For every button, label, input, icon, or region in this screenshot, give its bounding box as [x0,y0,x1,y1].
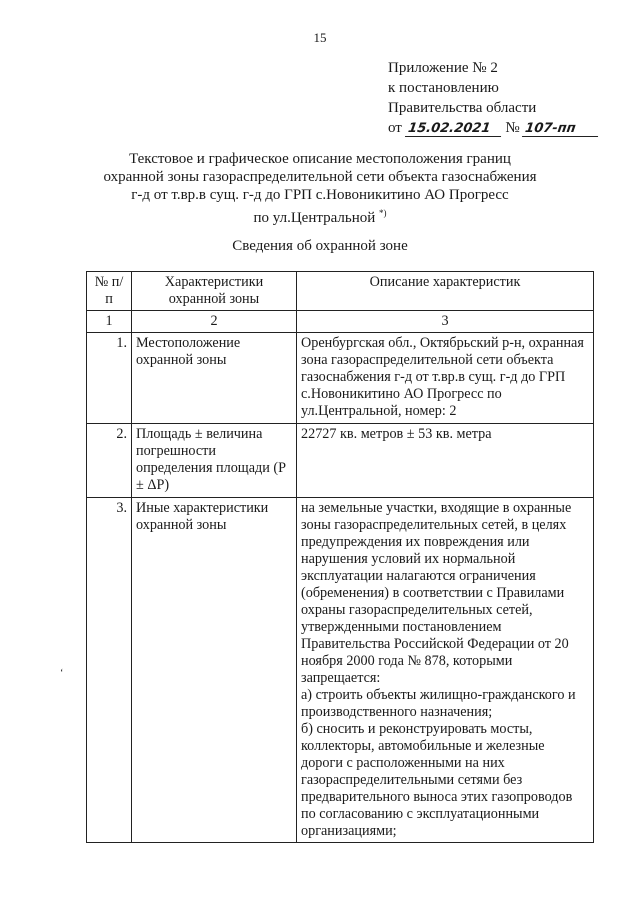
row-3-desc-para-2: а) строить объекты жилищно-гражданского и производственного назначения; [301,687,576,720]
title-line-3: г-д от т.вр.в сущ. г-д до ГРП с.Новоникитино АО Прогресс [131,187,509,203]
footnote-mark: *) [379,208,387,218]
row-2-desc: 22727 кв. метров ± 53 кв. метра [297,424,594,498]
zone-info-table [86,271,594,843]
index-cell-1: 1 [87,311,132,333]
table-row [87,333,594,424]
header-desc: Описание характеристик [297,272,594,311]
row-3-name: Иные характеристики охранной зоны [132,498,297,843]
index-cell-3: 3 [297,311,594,333]
table-row [87,424,594,498]
appendix-line-2: к постановлению [388,80,499,96]
row-3-desc-para-1: на земельные участки, входящие в охранные зоны газораспределительных сетей, в целях предупреждения их повреждения или нарушения условий их нормальной эксплуатации налагаются ограничения (обременения) в соответствии с Правилами охраны газораспределительных сетей, утвержденными постановлением Правительства Российской Федерации от 20 ноября 2000 года № 878, которыми запрещается: [301,500,572,686]
table-row [87,498,594,843]
section-subtitle: Сведения об охранной зоне [232,238,408,254]
row-3-desc [297,498,594,843]
row-1-num: 1. [87,333,132,424]
index-cell-2: 2 [132,311,297,333]
appendix-line-3: Правительства области [388,100,537,116]
page-number: 15 [313,30,327,45]
row-2-name: Площадь ± величина погрешности определения площади (P ± ΔP) [132,424,297,498]
appendix-line-4 [388,118,599,138]
title-line-4-text: по ул.Центральной [253,210,376,226]
appendix-header [388,58,599,138]
handwritten-number: 107-пп [522,122,600,137]
row-2-num: 2. [87,424,132,498]
row-1-desc: Оренбургская обл., Октябрьский р-н, охранная зона газораспределительной сети объекта газоснабжения г-д от т.вр.в сущ. г-д до ГРП с.Новоникитино АО Прогресс по ул.Центральной, номер: 2 [297,333,594,424]
scan-speck: ‘ [60,668,64,679]
header-name: Характеристики охранной зоны [132,272,297,311]
from-label: от [388,120,402,136]
handwritten-date: 15.02.2021 [405,122,503,137]
table-index-row [87,311,594,333]
appendix-line-1: Приложение № 2 [388,60,498,76]
title-line-1: Текстовое и графическое описание местоположения границ [129,151,511,167]
row-3-desc-para-3: б) сносить и реконструировать мосты, коллекторы, автомобильные и железные дороги с расположенными на них газораспределительными сетями без предварительного выноса этих газопроводов по согласованию с эксплуатационными организациями; [301,721,573,839]
table-header-row [87,272,594,311]
title-line-4 [0,204,640,227]
document-title [0,150,640,227]
title-line-2: охранной зоны газораспределительной сети объекта газоснабжения [103,169,537,185]
row-1-name: Местоположение охранной зоны [132,333,297,424]
header-num: № п/п [87,272,132,311]
number-label: № [505,120,520,136]
row-3-num: 3. [87,498,132,843]
